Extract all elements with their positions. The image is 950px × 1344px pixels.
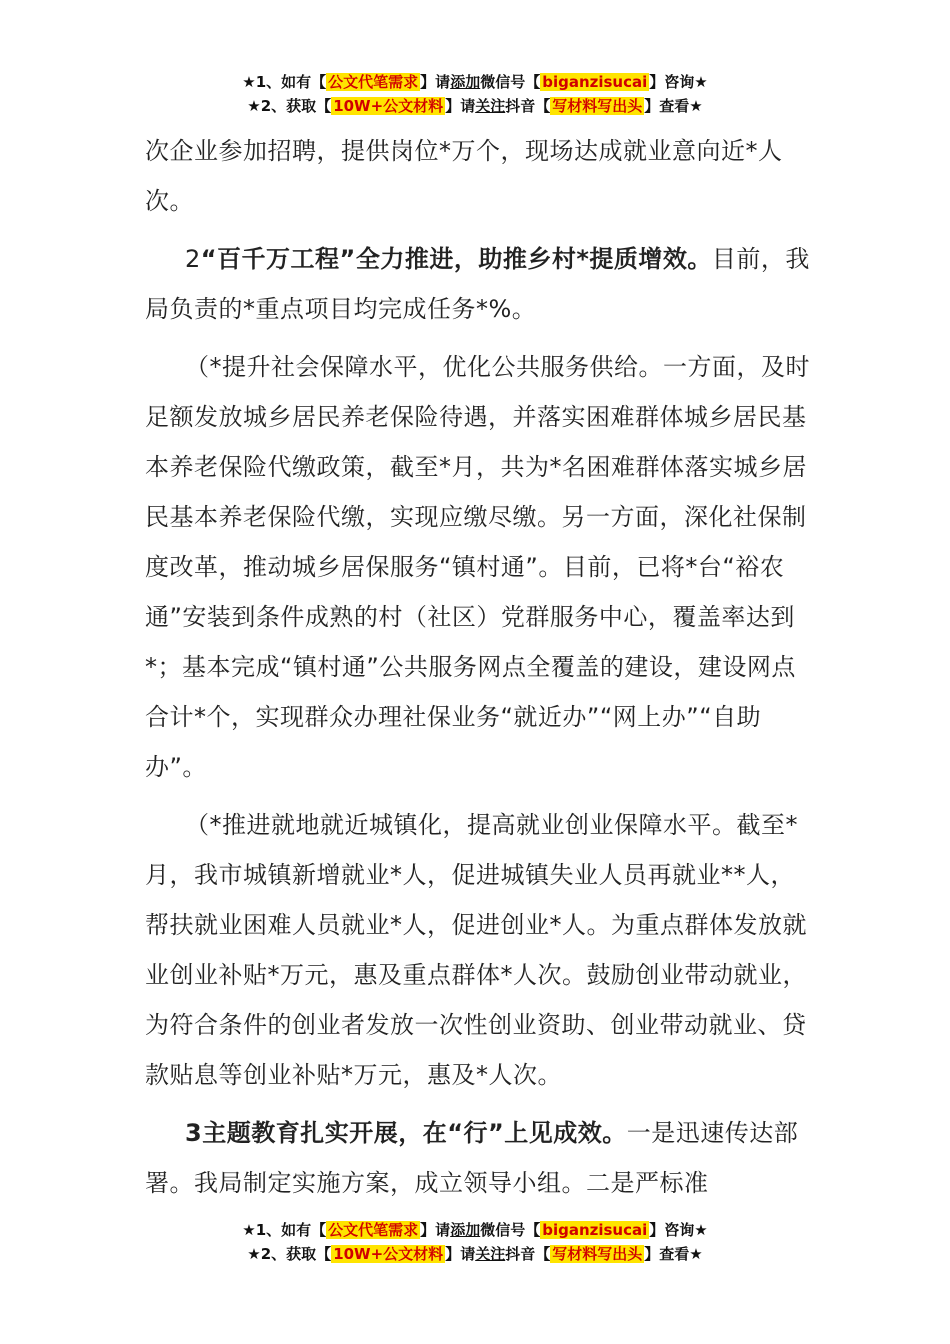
banner-underline: 关注 (475, 1245, 506, 1263)
paragraph-text: 一是迅速传达部署。我局制定实施方案，成立领导小组。二是严标准 (145, 1119, 799, 1197)
banner-highlight: biganzisucai (542, 1221, 648, 1239)
banner-line-1 (0, 70, 950, 94)
banner-text: 微信号【 (480, 1221, 541, 1239)
banner-text: 】请 (445, 97, 476, 115)
banner-text: 】请 (420, 1221, 451, 1239)
banner-text: 】查看★ (644, 1245, 703, 1263)
banner-highlight: 10W+公文材料 (333, 1245, 444, 1263)
footer-banner (0, 1218, 950, 1266)
paragraph: （*推进就地就近城镇化，提高就业创业保障水平。截至*月，我市城镇新增就业*人，促进城镇失业人员再就业**人，帮扶就业困难人员就业*人，促进创业*人。为重点群体发放就业创业补贴*万元，惠及重点群体*人次。鼓励创业带动就业，为符合条件的创业者发放一次性创业资助、创业带动就业、贷款贴息等创业补贴*万元，惠及*人次。 (145, 811, 807, 1089)
paragraph: （*提升社会保障水平，优化公共服务供给。一方面，及时足额发放城乡居民养老保险待遇，并落实困难群体城乡居民基本养老保险代缴政策，截至*月，共为*名困难群体落实城乡居民基本养老保险代缴，实现应缴尽缴。另一方面，深化社保制度改革，推动城乡居保服务“镇村通”。目前，已将*台“裕农通”安装到条件成熟的村（社区）党群服务中心，覆盖率达到*；基本完成“镇村通”公共服务网点全覆盖的建设，建设网点合计*个，实现群众办理社保业务“就近办”“网上办”“自助办”。 (145, 353, 810, 781)
header-banner (0, 70, 950, 118)
section-heading: 3主题教育扎实开展，在“行”上见成效。 (185, 1119, 627, 1147)
banner-text: 】请 (420, 73, 451, 91)
banner-highlight: 写材料写出头 (552, 1245, 643, 1263)
banner-highlight: 写材料写出头 (552, 97, 643, 115)
banner-text: ★2、获取【 (247, 1245, 332, 1263)
paragraph (145, 1108, 810, 1208)
banner-line-2 (0, 1242, 950, 1266)
section-number: 2 (185, 245, 201, 273)
banner-text: 】请 (445, 1245, 476, 1263)
banner-highlight: 10W+公文材料 (333, 97, 444, 115)
banner-underline: 添加 (450, 1221, 481, 1239)
section-heading: “百千万工程”全力推进，助推乡村*提质增效。 (200, 245, 712, 273)
paragraph: 次企业参加招聘，提供岗位*万个，现场达成就业意向近*人次。 (145, 137, 783, 215)
banner-text: 微信号【 (480, 73, 541, 91)
banner-text: ★1、如有【 (242, 1221, 327, 1239)
paragraph-text: 目前，我局负责的*重点项目均完成任务*%。 (145, 245, 810, 323)
banner-text: 】查看★ (644, 97, 703, 115)
banner-line-1 (0, 1218, 950, 1242)
banner-text: 】咨询★ (649, 73, 708, 91)
document-body (145, 126, 810, 1216)
banner-text: ★2、获取【 (247, 97, 332, 115)
banner-line-2 (0, 94, 950, 118)
banner-text: 】咨询★ (649, 1221, 708, 1239)
banner-underline: 关注 (475, 97, 506, 115)
banner-highlight: biganzisucai (542, 73, 648, 91)
paragraph (145, 234, 810, 334)
banner-text: 抖音【 (505, 1245, 551, 1263)
banner-highlight: 公文代笔需求 (328, 1221, 419, 1239)
banner-text: 抖音【 (505, 97, 551, 115)
banner-text: ★1、如有【 (242, 73, 327, 91)
banner-highlight: 公文代笔需求 (328, 73, 419, 91)
banner-underline: 添加 (450, 73, 481, 91)
